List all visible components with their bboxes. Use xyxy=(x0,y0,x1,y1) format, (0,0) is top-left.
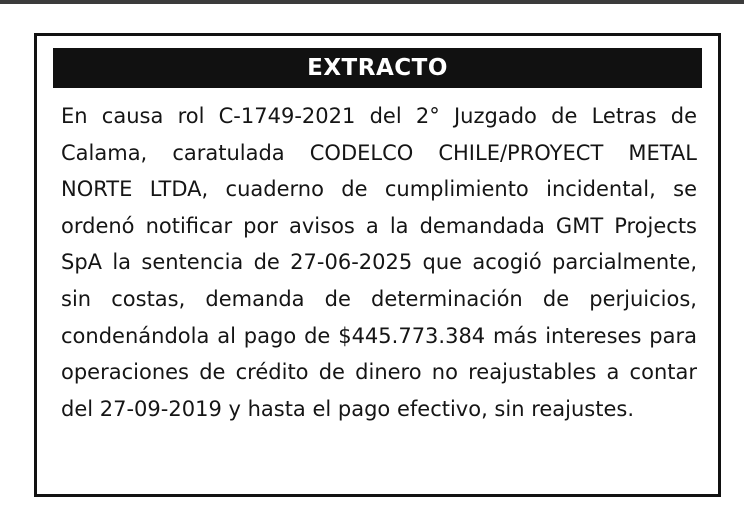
notice-body: En causa rol C-1749-2021 del 2° Juzgado de Letras de Calama, caratulada CODELCO CHILE/PROYECT METAL NORTE LTDA, cuaderno de cumplimiento incidental, se ordenó notificar por avisos a la demandada GMT Projects SpA la sentencia de 27-06-2025 que acogió parcialmente, sin costas, demanda de determinación de perjuicios, condenándola al pago de $445.773.384 más intereses para operaciones de crédito de dinero no reajustables a contar del 27-09-2019 y hasta el pago efectivo, sin reajustes. xyxy=(61,104,697,421)
top-divider xyxy=(0,0,744,4)
notice-title: EXTRACTO xyxy=(53,48,702,88)
legal-notice xyxy=(34,33,721,497)
